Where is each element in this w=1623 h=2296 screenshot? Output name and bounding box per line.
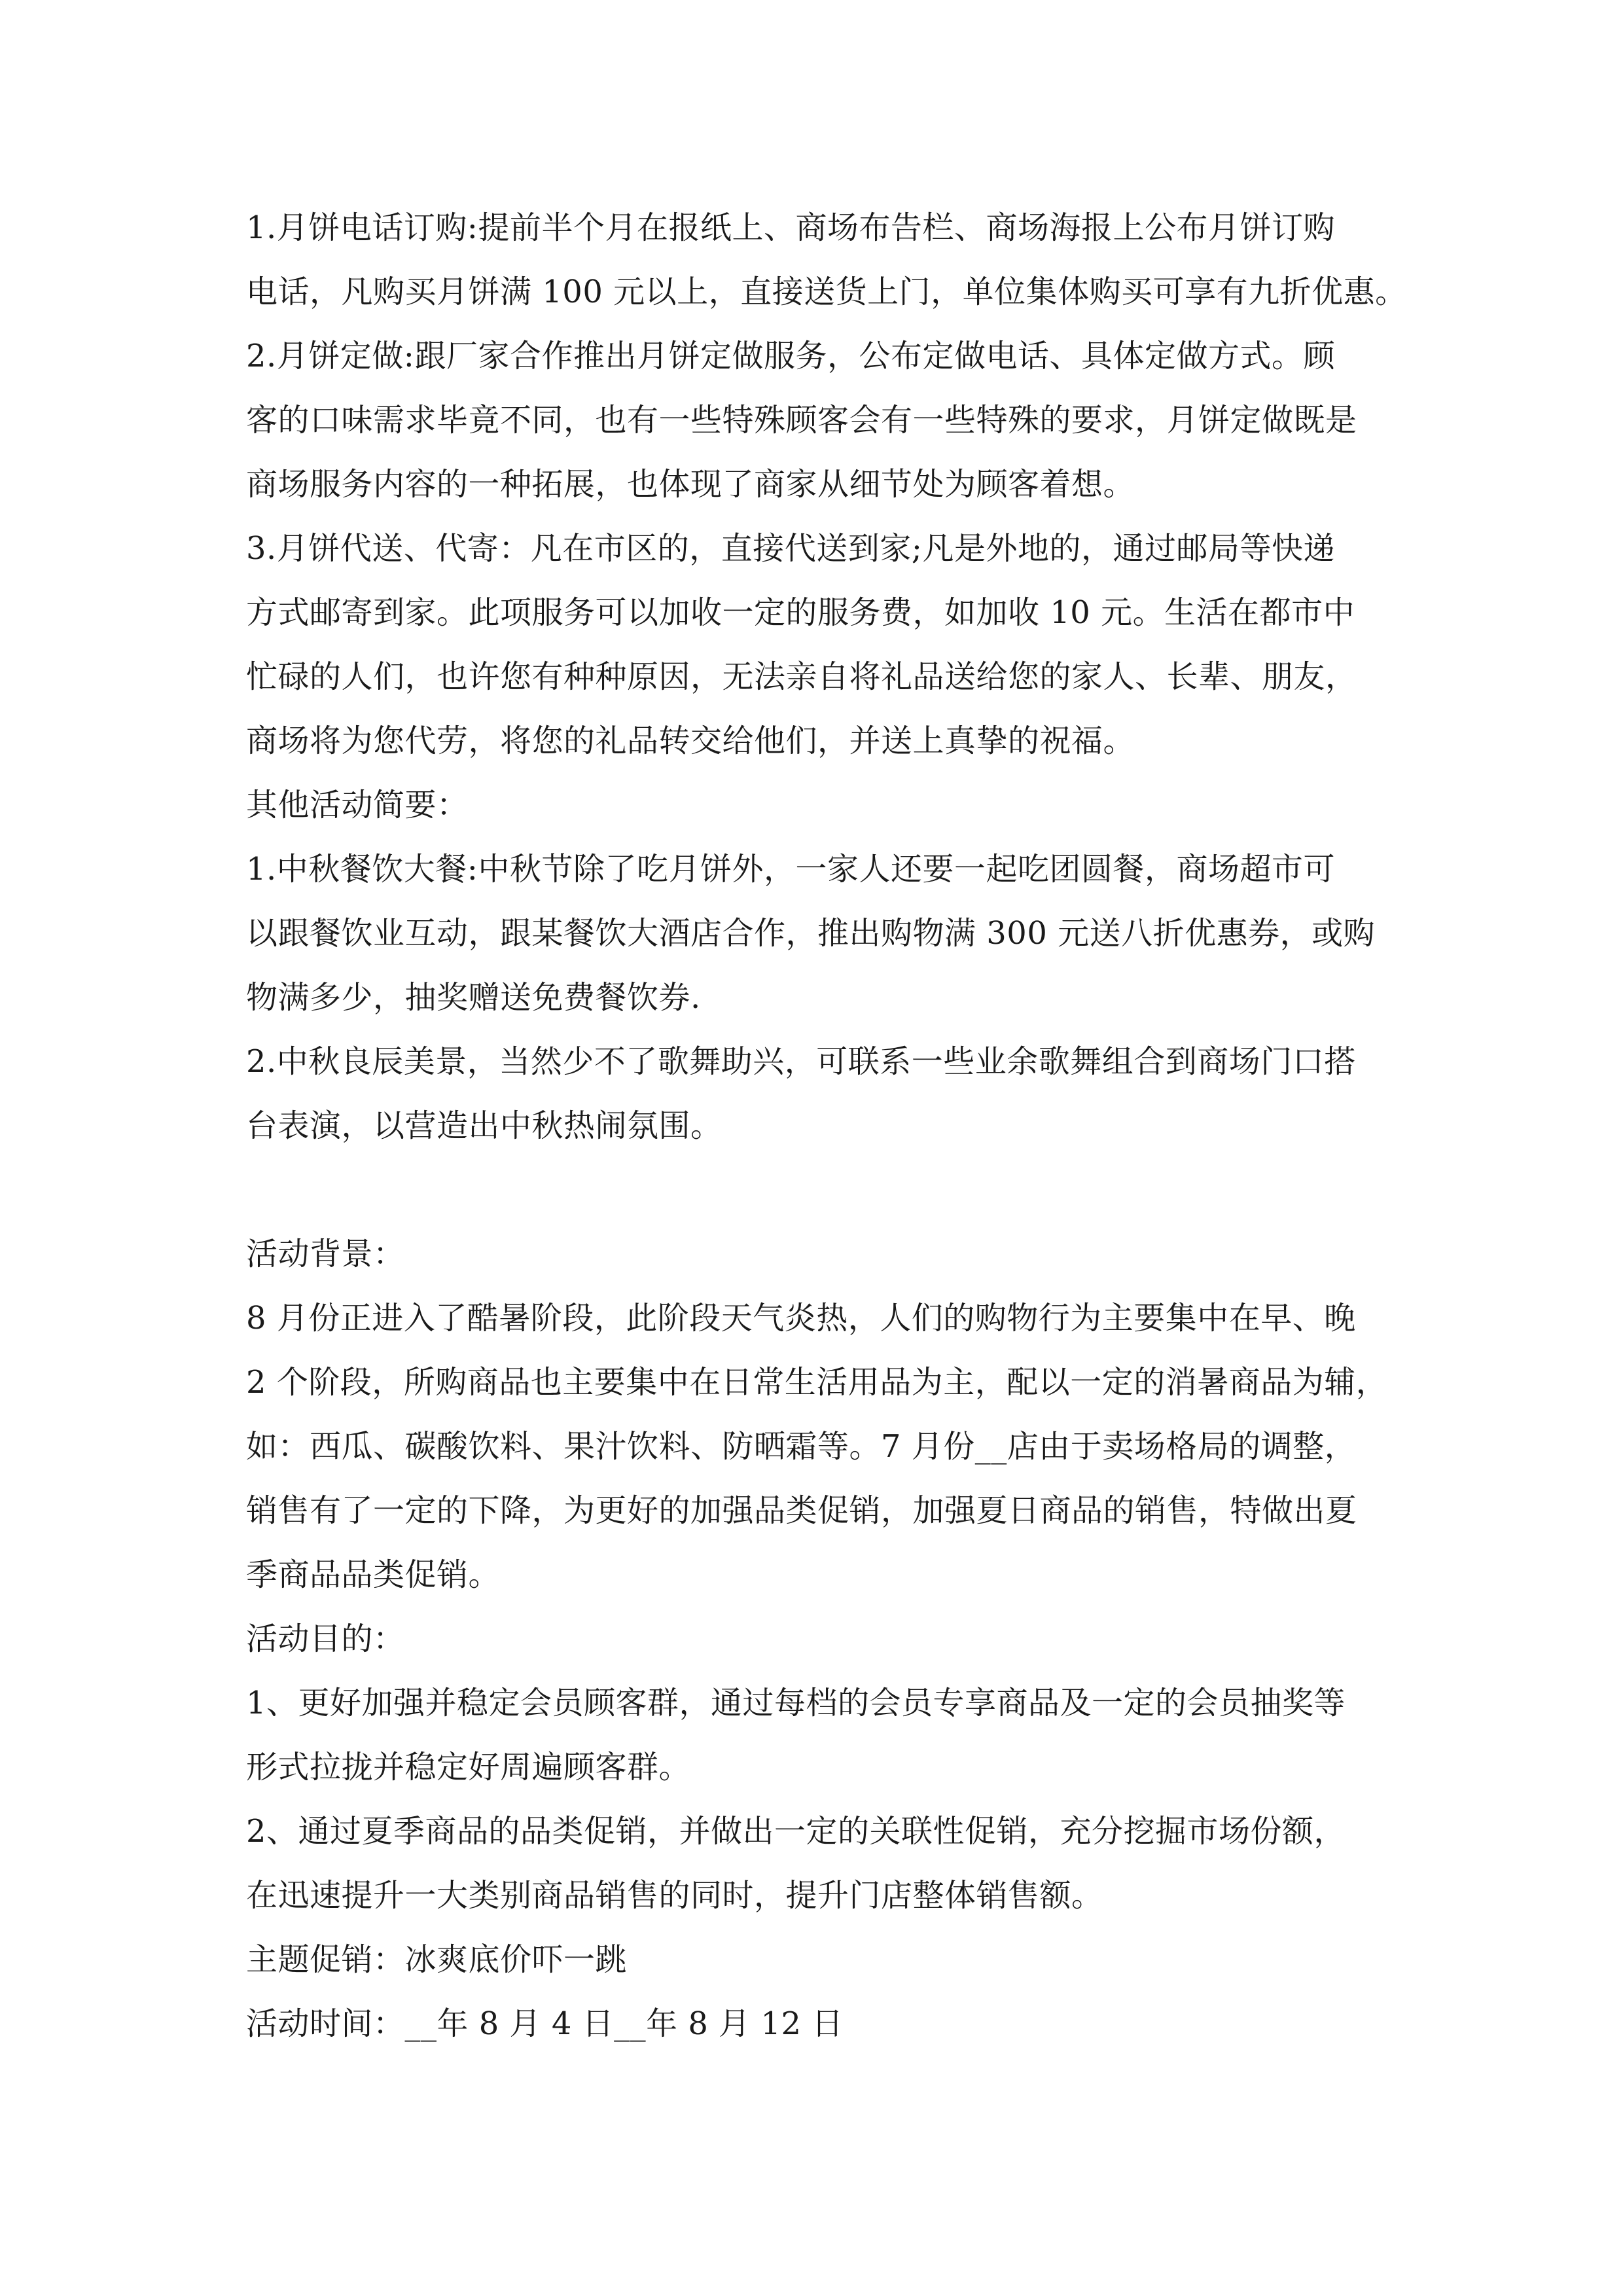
paragraph-line: 2、通过夏季商品的品类促销，并做出一定的关联性促销，充分挖掘市场份额， (246, 1813, 1346, 1850)
paragraph-line: 电话，凡购买月饼满 100 元以上，直接送货上门，单位集体购买可享有九折优惠。 (246, 274, 1407, 310)
paragraph-line: 台表演，以营造出中秋热闹氛围。 (246, 1107, 722, 1144)
paragraph-line: 1、更好加强并稳定会员顾客群，通过每档的会员专享商品及一定的会员抽奖等 (246, 1685, 1346, 1721)
paragraph-line: 在迅速提升一大类别商品销售的同时，提升门店整体销售额。 (246, 1877, 1103, 1914)
paragraph-line: 以跟餐饮业互动，跟某餐饮大酒店合作，推出购物满 300 元送八折优惠券，或购 (246, 915, 1376, 952)
paragraph-line: 商场服务内容的一种拓展，也体现了商家从细节处为顾客着想。 (246, 466, 1135, 503)
section-heading: 活动时间：__年 8 月 4 日__年 8 月 12 日 (246, 2005, 844, 2042)
paragraph-line: 形式拉拢并稳定好周遍顾客群。 (246, 1749, 691, 1785)
paragraph-line: 销售有了一定的下降，为更好的加强品类促销，加强夏日商品的销售，特做出夏 (246, 1492, 1357, 1529)
paragraph-line: 季商品品类促销。 (246, 1556, 501, 1593)
paragraph-line: 如：西瓜、碳酸饮料、果汁饮料、防晒霜等。7 月份__店由于卖场格局的调整， (246, 1428, 1357, 1465)
paragraph-line: 2 个阶段，所购商品也主要集中在日常生活用品为主，配以一定的消暑商品为辅， (246, 1364, 1388, 1401)
section-heading: 其他活动简要： (246, 787, 469, 823)
section-heading: 活动目的： (246, 1621, 405, 1657)
paragraph-line: 2.中秋良辰美景，当然少不了歌舞助兴，可联系一些业余歌舞组合到商场门口搭 (246, 1043, 1356, 1080)
paragraph-line: 客的口味需求毕竟不同，也有一些特殊顾客会有一些特殊的要求，月饼定做既是 (246, 402, 1357, 439)
paragraph-line: 商场将为您代劳，将您的礼品转交给他们，并送上真挚的祝福。 (246, 723, 1135, 759)
paragraph-line: 1.中秋餐饮大餐:中秋节除了吃月饼外，一家人还要一起吃团圆餐，商场超市可 (246, 851, 1335, 888)
paragraph-line: 8 月份正进入了酷暑阶段，此阶段天气炎热，人们的购物行为主要集中在早、晚 (246, 1300, 1356, 1336)
paragraph-line: 方式邮寄到家。此项服务可以加收一定的服务费，如加收 10 元。生活在都市中 (246, 594, 1355, 631)
paragraph-line: 物满多少，抽奖赠送免费餐饮券. (246, 979, 701, 1016)
paragraph-line: 1.月饼电话订购:提前半个月在报纸上、商场布告栏、商场海报上公布月饼订购 (246, 209, 1335, 246)
paragraph-line: 2.月饼定做:跟厂家合作推出月饼定做服务，公布定做电话、具体定做方式。顾 (246, 338, 1335, 374)
paragraph-line: 忙碌的人们，也许您有种种原因，无法亲自将礼品送给您的家人、长辈、朋友， (246, 658, 1357, 695)
paragraph-line: 3.月饼代送、代寄：凡在市区的，直接代送到家;凡是外地的，通过邮局等快递 (246, 530, 1335, 567)
section-heading: 主题促销：冰爽底价吓一跳 (246, 1941, 628, 1978)
section-heading: 活动背景： (246, 1236, 405, 1272)
